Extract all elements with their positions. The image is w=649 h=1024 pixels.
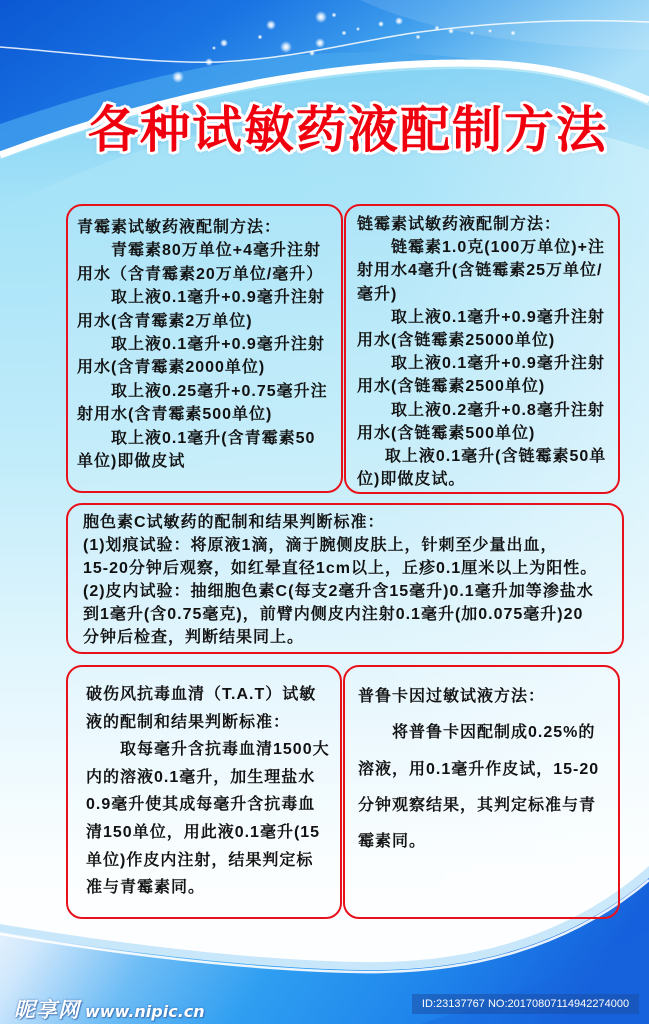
text-line: 用水(含青霉素2万单位) [77,312,253,330]
text-line: 取上液0.25毫升+0.75毫升注 [77,382,328,400]
text-line: 分钟观察结果，其判定标准与青 [358,796,597,814]
text-line: 射用水(含青霉素500单位) [77,406,273,424]
text-line: 15-20分钟后观察，如红晕直径1cm以上，丘疹0.1厘米以上为阳性。 [83,560,598,577]
text-line: 准与青霉素同。 [86,879,206,897]
text-line: 用水（含青霉素20万单位/毫升） [77,265,324,283]
text-line: 0.9毫升使其成每毫升含抗毒血 [86,796,316,814]
streptomycin-section [344,204,620,494]
page-title: 各种试敏药液配制方法 [88,101,608,159]
text-line: 取上液0.1毫升(含青霉素50 [77,429,316,447]
text-line: 用水(含链霉素500单位) [357,424,536,442]
text-line: 用水(含链霉素25000单位) [357,332,556,350]
section-heading: 胞色素C试敏药的配制和结果判断标准： [83,514,385,531]
penicillin-section [66,204,343,493]
section-heading: 链霉素试敏药液配制方法： [357,216,562,233]
text-line: 取上液0.1毫升+0.9毫升注射 [77,289,325,307]
watermark-logo-text: 昵享网 [14,998,80,1022]
text-line: 毫升) [357,285,398,303]
text-line: (2)皮内试验：抽细胞色素C(每支2毫升含15毫升)0.1毫升加等渗盐水 [83,583,594,600]
text-line: 取上液0.1毫升+0.9毫升注射 [77,336,325,354]
text-line: 单位)即做皮试 [77,453,186,471]
section-heading: 液的配制和结果判断标准： [86,713,291,731]
text-line: 链霉素1.0克(100万单位)+注 [357,239,605,257]
section-heading: 青霉素试敏药液配制方法： [77,219,282,236]
text-line: 用水(含青霉素2000单位) [77,359,266,377]
watermark-logo [14,994,205,1020]
text-line: (1)划痕试验：将原液1滴，滴于腕侧皮肤上，针刺至少量出血， [83,537,558,554]
section-heading: 普鲁卡因过敏试液方法： [358,688,546,705]
text-line: 位)即做皮试。 [357,471,466,489]
watermark-id-badge: ID:23137767 NO:20170807114942274000 [412,994,639,1014]
text-line: 将普鲁卡因配制成0.25%的 [358,724,596,742]
text-line: 内的溶液0.1毫升，加生理盐水 [86,768,316,786]
watermark-url: www.nipic.cn [85,1002,205,1021]
text-line: 溶液，用0.1毫升作皮试，15-20 [358,760,600,778]
text-line: 用水(含链霉素2500单位) [357,378,546,396]
text-line: 单位)作皮内注射，结果判定标 [86,851,314,869]
tat-section [66,665,342,919]
section-heading: 破伤风抗毒血清（T.A.T）试敏 [86,686,317,703]
cytochrome-c-section [66,503,624,654]
text-line: 取上液0.1毫升+0.9毫升注射 [357,308,605,326]
text-line: 分钟后检查，判断结果同上。 [83,629,305,646]
text-line: 取上液0.1毫升(含链霉素50单 [357,448,607,466]
text-line: 取上液0.2毫升+0.8毫升注射 [357,401,605,419]
text-line: 到1毫升(含0.75毫克)，前臂内侧皮内注射0.1毫升(加0.075毫升)20 [83,606,584,623]
text-line: 霉素同。 [358,833,427,851]
text-line: 取上液0.1毫升+0.9毫升注射 [357,355,605,373]
text-line: 射用水4毫升(含链霉素25万单位/ [357,262,603,280]
text-line: 青霉素80万单位+4毫升注射 [77,242,322,260]
procaine-section [343,665,620,919]
text-line: 取每毫升含抗毒血清1500大 [86,741,330,759]
text-line: 清150单位，用此液0.1毫升(15 [86,823,321,841]
